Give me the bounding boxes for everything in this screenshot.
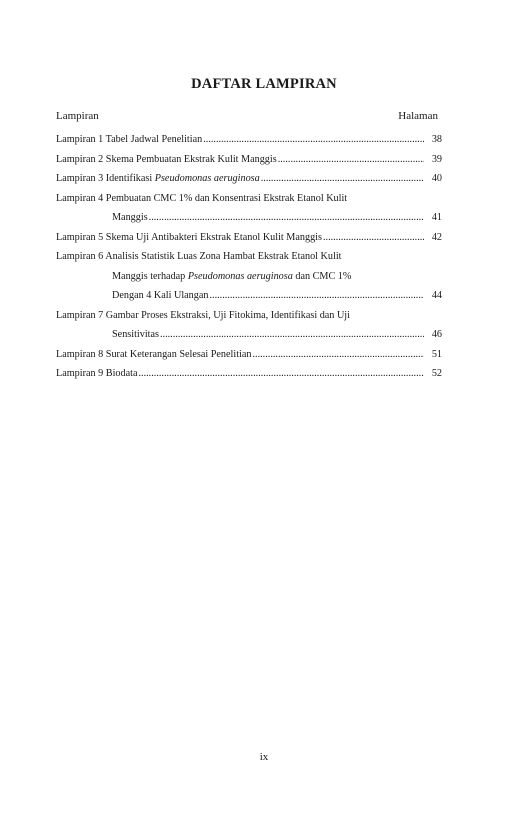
column-header-halaman: Halaman — [398, 110, 438, 122]
appendix-entry-line — [56, 247, 440, 267]
appendix-entry-line — [56, 228, 440, 248]
appendix-entry-title — [56, 251, 341, 262]
appendix-entry-title — [112, 325, 159, 345]
italic-text: Pseudomonas aeruginosa — [154, 173, 260, 184]
appendix-list — [56, 130, 440, 384]
appendix-entry — [56, 150, 440, 170]
entry-text: Lampiran 2 Skema Pembuatan Ekstrak Kulit Manggis — [56, 153, 277, 165]
appendix-entry-title — [56, 310, 350, 321]
appendix-entry-title — [56, 364, 137, 384]
appendix-entry-title — [56, 345, 251, 365]
appendix-entry-line — [56, 130, 440, 150]
appendix-entry-line — [56, 286, 440, 306]
appendix-entry-title — [112, 271, 351, 282]
appendix-entry-title — [56, 193, 347, 204]
italic-text: Pseudomonas aeruginosa — [187, 270, 293, 282]
appendix-entry — [56, 306, 440, 345]
entry-text: Lampiran 9 Biodata — [56, 368, 138, 379]
appendix-entry-line — [56, 208, 440, 228]
page-title: DAFTAR LAMPIRAN — [191, 76, 337, 92]
dot-leader — [252, 345, 424, 365]
appendix-page-number: 39 — [431, 153, 442, 165]
dot-leader — [138, 364, 424, 384]
entry-text: Lampiran 3 Identifikasi — [56, 173, 155, 184]
appendix-entry-title — [56, 150, 277, 170]
appendix-entry-line — [56, 364, 440, 384]
dot-leader — [203, 130, 424, 150]
appendix-entry-line — [56, 306, 440, 326]
appendix-entry — [56, 228, 440, 248]
appendix-page-number: 40 — [431, 173, 442, 184]
appendix-entry-line — [56, 325, 440, 345]
appendix-page-number: 42 — [431, 231, 442, 243]
entry-text: Lampiran 6 Analisis Statistik Luas Zona Hambat Ekstrak Etanol Kulit — [56, 251, 342, 262]
entry-text: dan CMC 1% — [292, 270, 352, 282]
appendix-entry-title — [56, 169, 260, 189]
appendix-entry-title — [56, 130, 202, 150]
entry-text: Sensitivitas — [112, 329, 159, 340]
appendix-entry — [56, 130, 440, 150]
appendix-entry-title — [112, 286, 208, 306]
appendix-entry-line — [56, 345, 440, 365]
entry-text: Dengan 4 Kali Ulangan — [112, 290, 209, 301]
appendix-entry — [56, 189, 440, 228]
appendix-entry — [56, 169, 440, 189]
appendix-entry — [56, 247, 440, 306]
appendix-page-number: 46 — [431, 329, 442, 340]
entry-text: Lampiran 5 Skema Uji Antibakteri Ekstrak Etanol Kulit Manggis — [56, 231, 322, 243]
appendix-entry-title — [112, 208, 148, 228]
page-number: ix — [259, 751, 269, 763]
dot-leader — [209, 286, 424, 306]
appendix-entry-line — [56, 267, 440, 287]
appendix-entry-line — [56, 189, 440, 209]
appendix-entry — [56, 364, 440, 384]
entry-text: Lampiran 1 Tabel Jadwal Penelitian — [56, 134, 203, 145]
appendix-entry-line — [56, 169, 440, 189]
dot-leader — [149, 208, 424, 228]
entry-text: Manggis terhadap — [112, 270, 188, 282]
entry-text: Lampiran 4 Pembuatan CMC 1% dan Konsentrasi Ekstrak Etanol Kulit — [56, 192, 348, 204]
entry-text: Lampiran 8 Surat Keterangan Selesai Penelitian — [56, 348, 252, 360]
entry-text: Lampiran 7 Gambar Proses Ekstraksi, Uji Fitokima, Identifikasi dan Uji — [56, 309, 350, 321]
column-header-lampiran: Lampiran — [56, 110, 99, 122]
appendix-entry — [56, 345, 440, 365]
dot-leader — [323, 228, 424, 248]
entry-text: Manggis — [112, 212, 148, 223]
dot-leader — [160, 325, 424, 345]
dot-leader — [278, 150, 424, 170]
appendix-page-number: 38 — [431, 134, 442, 145]
appendix-entry-line — [56, 150, 440, 170]
appendix-page-number: 41 — [431, 212, 442, 223]
appendix-entry-title — [56, 228, 322, 248]
appendix-page-number: 44 — [431, 290, 442, 301]
appendix-page-number: 52 — [431, 368, 442, 379]
dot-leader — [261, 169, 424, 189]
appendix-page-number: 51 — [431, 348, 442, 360]
